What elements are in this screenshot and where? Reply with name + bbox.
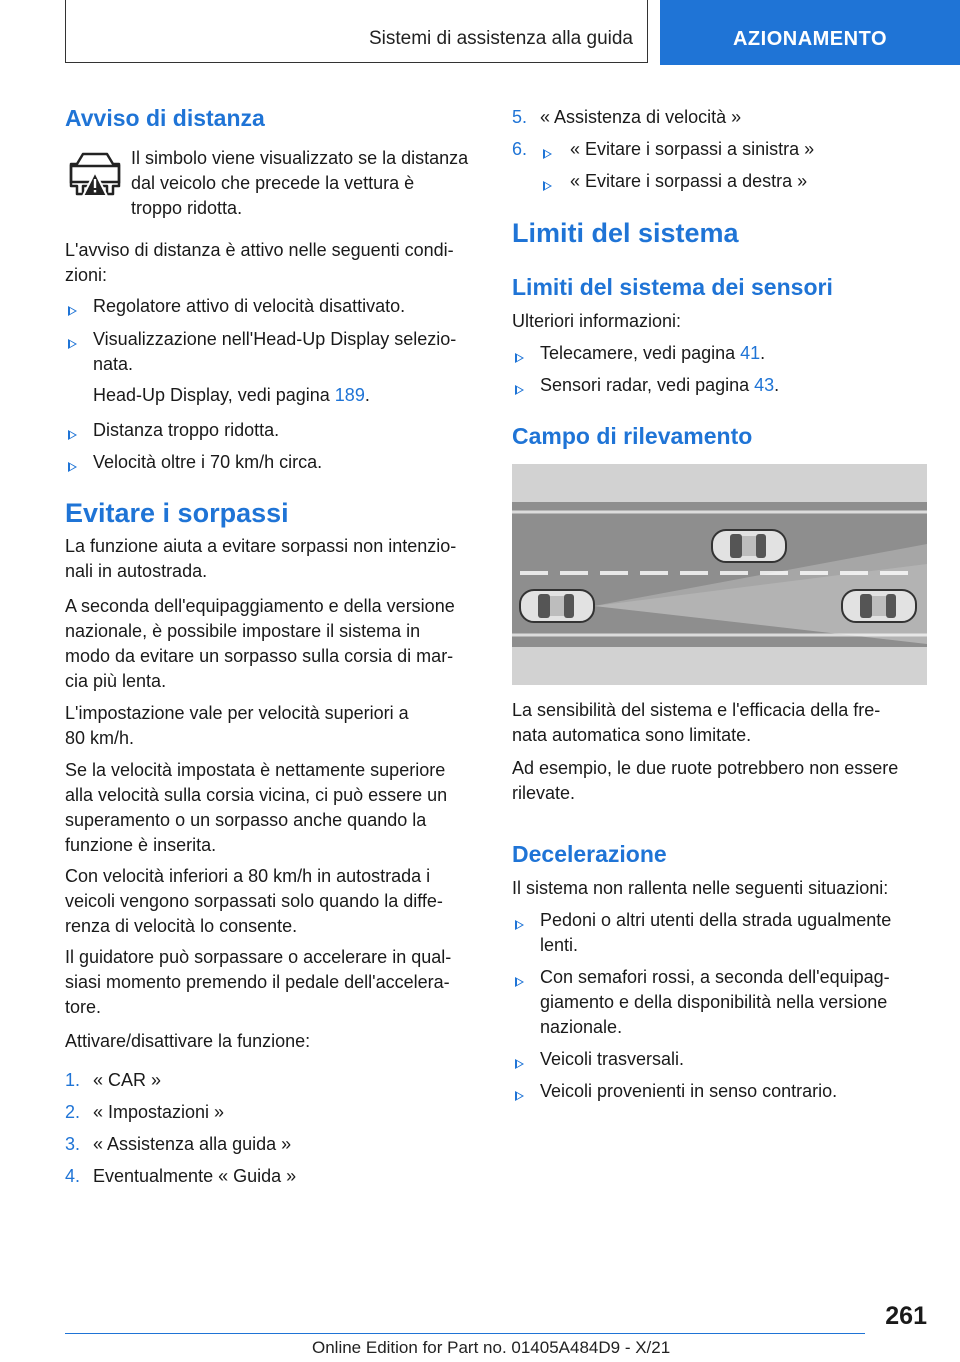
paragraph <box>65 701 409 751</box>
page-link[interactable]: 41 <box>740 343 761 363</box>
limits-heading: Limiti del sistema <box>512 218 739 248</box>
car-icon <box>520 590 594 622</box>
step-number: 5. <box>512 107 528 127</box>
paragraph <box>65 594 455 694</box>
bullet-triangle-icon <box>515 1091 524 1101</box>
text-line: L'avviso di distanza è attivo nelle seguenti condi- <box>65 240 454 260</box>
step-text: « Assistenza alla guida » <box>93 1134 292 1154</box>
detection-range-illustration <box>512 464 927 685</box>
warning-text-line: dal veicolo che precede la vettura è <box>131 173 415 193</box>
text-line: nata automatica sono limitate. <box>512 725 752 745</box>
conditions-intro <box>65 238 454 288</box>
cross-reference: Telecamere, vedi pagina 41. <box>540 343 766 363</box>
text-line: Se la velocità impostata è nettamente superiore <box>65 760 446 780</box>
text-line: A seconda dell'equipaggiamento e della versione <box>65 596 455 616</box>
chapter-tab-label: AZIONAMENTO <box>732 28 887 50</box>
car-icon <box>842 590 916 622</box>
text-line: nali in autostrada. <box>65 561 208 581</box>
text-line: nata. <box>93 354 134 374</box>
warning-heading: Avviso di distanza <box>65 105 265 131</box>
car-icon <box>712 530 786 562</box>
section-title: Sistemi di assistenza alla guida <box>368 28 633 49</box>
list-item: Regolatore attivo di velocità disattivato. <box>93 296 406 316</box>
text-line: Con velocità inferiori a 80 km/h in autostrada i <box>65 866 431 886</box>
header-frame <box>65 0 648 63</box>
text-line: Visualizzazione nell'Head-Up Display selezio- <box>93 329 457 349</box>
step-number: 6. <box>512 139 528 159</box>
page-link[interactable]: 43 <box>754 375 775 395</box>
paragraph <box>512 756 898 806</box>
text-line: Il guidatore può sorpassare o accelerare in qual- <box>65 947 452 967</box>
text-line: Pedoni o altri utenti della strada ugualmente <box>540 910 892 930</box>
sensors-heading: Limiti del sistema dei sensori <box>512 274 833 300</box>
text-line: 80 km/h. <box>65 728 135 748</box>
list-item: Veicoli trasversali. <box>540 1049 685 1069</box>
text-line: cia più lenta. <box>65 671 167 691</box>
overtake-heading: Evitare i sorpassi <box>65 498 289 528</box>
text-line: L'impostazione vale per velocità superiori a <box>65 703 409 723</box>
bullet-triangle-icon <box>515 1059 524 1069</box>
bullet-triangle-icon <box>543 181 552 191</box>
bullet-triangle-icon <box>515 920 524 930</box>
reference-text: Sensori radar, vedi pagina <box>540 375 755 395</box>
decel-heading: Decelerazione <box>512 841 667 867</box>
paragraph: Il sistema non rallenta nelle seguenti situazioni: <box>512 878 889 898</box>
warning-text-line: troppo ridotta. <box>131 198 243 218</box>
text-line: nazionale. <box>540 1017 623 1037</box>
edition-info: Online Edition for Part no. 01405A484D9 - X/21 <box>312 1338 671 1357</box>
step-option: « Evitare i sorpassi a destra » <box>570 171 808 191</box>
text-line: superamento o un sorpasso anche quando la <box>65 810 427 830</box>
bullet-triangle-icon <box>515 385 524 395</box>
text-line: La funzione aiuta a evitare sorpassi non intenzio- <box>65 536 457 556</box>
list-item: Veicoli provenienti in senso contrario. <box>540 1081 838 1101</box>
text-line: giamento e della disponibilità nella versione <box>540 992 888 1012</box>
cross-reference: Head-Up Display, vedi pagina 189. <box>93 385 370 405</box>
text-line: nazionale, è possibile impostare il sistema in <box>65 621 421 641</box>
cross-reference: Sensori radar, vedi pagina 43. <box>540 375 780 395</box>
list-item <box>540 965 890 1040</box>
bullet-triangle-icon <box>68 339 77 349</box>
list-item: Distanza troppo ridotta. <box>93 420 280 440</box>
range-heading: Campo di rilevamento <box>512 423 753 449</box>
text-line: alla velocità sulla corsia vicina, ci può essere un <box>65 785 448 805</box>
list-item: Velocità oltre i 70 km/h circa. <box>93 452 323 472</box>
bullet-triangle-icon <box>515 353 524 363</box>
paragraph: Ulteriori informazioni: <box>512 311 682 331</box>
text-line: modo da evitare un sorpasso sulla corsia di mar- <box>65 646 454 666</box>
paragraph: Attivare/disattivare la funzione: <box>65 1031 311 1051</box>
paragraph <box>512 698 880 748</box>
reference-text: Head-Up Display, vedi pagina <box>93 385 335 405</box>
bullet-triangle-icon <box>515 977 524 987</box>
list-item <box>93 327 456 377</box>
chapter-tab[interactable] <box>660 0 960 65</box>
car-warning-icon <box>67 150 123 202</box>
list-item <box>540 908 891 958</box>
page-number: 261 <box>885 1302 927 1330</box>
text-line: funzione è inserita. <box>65 835 217 855</box>
paragraph <box>65 864 443 939</box>
bullet-triangle-icon <box>68 306 77 316</box>
bullet-triangle-icon <box>68 462 77 472</box>
bullet-triangle-icon <box>543 149 552 159</box>
step-number: 3. <box>65 1134 81 1154</box>
warning-text <box>131 146 468 221</box>
step-text: « Assistenza di velocità » <box>540 107 742 127</box>
paragraph <box>65 758 447 858</box>
text-line: veicoli vengono sorpassati solo quando la diffe- <box>65 891 443 911</box>
footer-divider <box>65 1333 865 1334</box>
text-line: siasi momento premendo il pedale dell'accelera- <box>65 972 450 992</box>
step-option: « Evitare i sorpassi a sinistra » <box>570 139 815 159</box>
bullet-triangle-icon <box>68 430 77 440</box>
text-line: Con semafori rossi, a seconda dell'equipag- <box>540 967 890 987</box>
reference-text: Telecamere, vedi pagina <box>540 343 741 363</box>
warning-text-line: Il simbolo viene visualizzato se la distanza <box>131 148 469 168</box>
step-text: Eventualmente « Guida » <box>93 1166 297 1186</box>
text-line: rilevate. <box>512 783 576 803</box>
step-number: 4. <box>65 1166 81 1186</box>
text-line: Ad esempio, le due ruote potrebbero non essere <box>512 758 899 778</box>
text-line: zioni: <box>65 265 108 285</box>
step-text: « Impostazioni » <box>93 1102 225 1122</box>
step-text: « CAR » <box>93 1070 162 1090</box>
text-line: lenti. <box>540 935 579 955</box>
step-number: 1. <box>65 1070 81 1090</box>
text-line: renza di velocità lo consente. <box>65 916 298 936</box>
page-link[interactable]: 189 <box>334 385 365 405</box>
step-number: 2. <box>65 1102 81 1122</box>
text-line: La sensibilità del sistema e l'efficacia della fre- <box>512 700 881 720</box>
paragraph <box>65 945 451 1020</box>
text-line: tore. <box>65 997 102 1017</box>
paragraph <box>65 534 456 584</box>
